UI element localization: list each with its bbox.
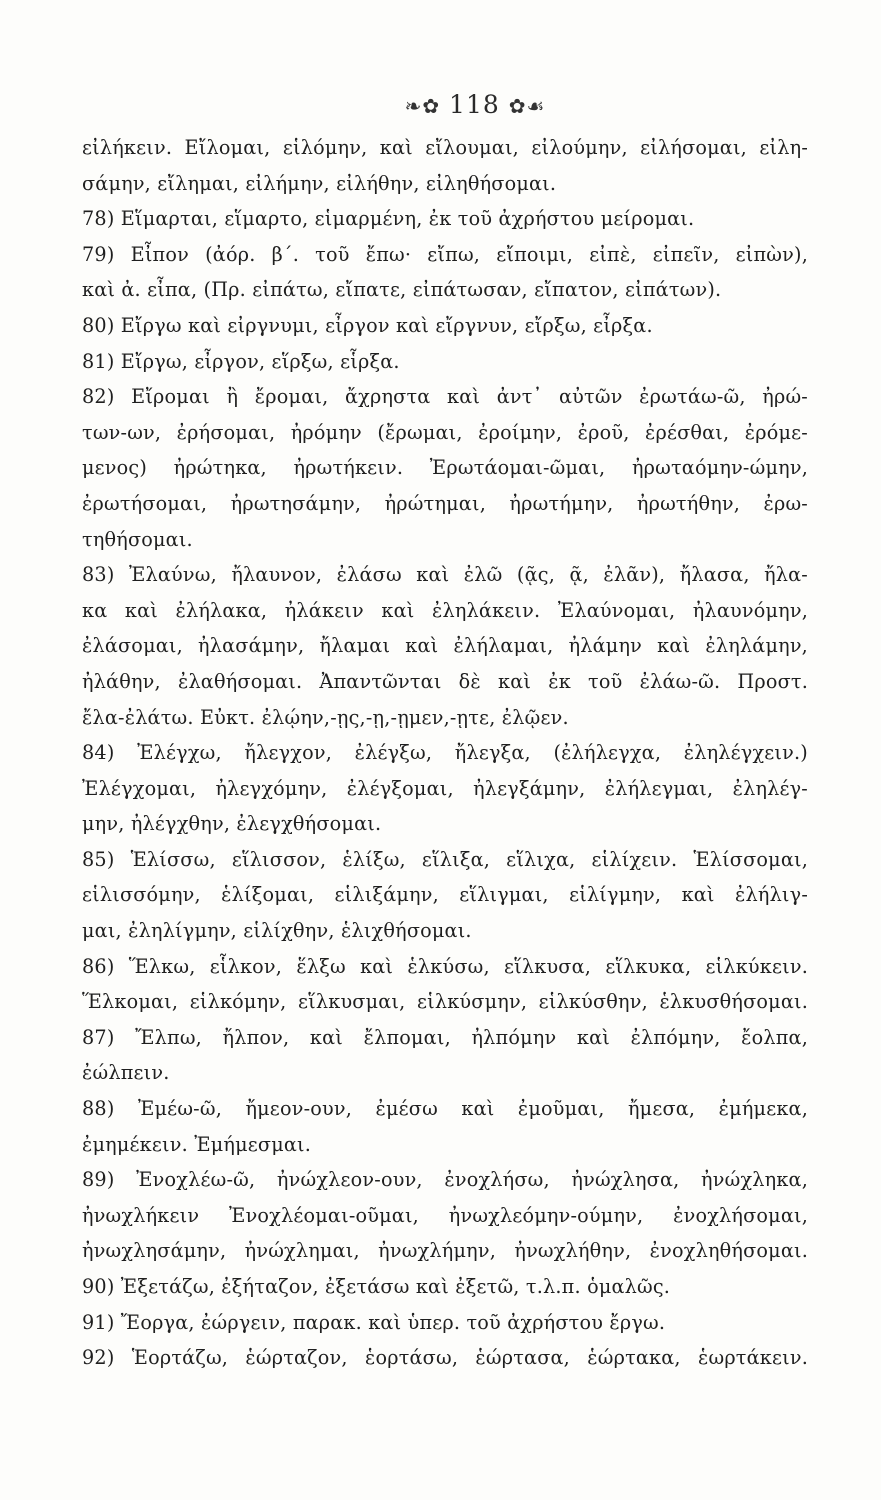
text-line: ἐλάσομαι, ἠλασάμην, ἤλαμαι καὶ ἐλήλαμαι, ἠλάμην καὶ ἐληλάμην, (82, 634, 808, 658)
text-line: ἔλα-ἐλάτω. Εὐκτ. ἐλῴην,-ῃς,-ῃ,-ῃμεν,-ῃτε, ἐλῷεν. (82, 705, 569, 729)
left-ornament-icon: ❧✿ (404, 94, 441, 118)
text-line: 91) Ἔοργα, ἐώργειν, παρακ. καὶ ὑπερ. τοῦ ἀχρήστου ἔργω. (82, 1310, 666, 1334)
text-line: 79) Εἶπον (ἀόρ. β΄. τοῦ ἔπω· εἴπω, εἴποιμι, εἰπὲ, εἰπεῖν, εἰπὼν), (82, 242, 808, 266)
text-line: 85) Ἑλίσσω, εἵλισσον, ἑλίξω, εἵλιξα, εἵλιχα, εἱλίχειν. Ἑλίσσομαι, (82, 847, 808, 871)
text-line: ἐρωτήσομαι, ἠρωτησάμην, ἠρώτημαι, ἠρωτήμην, ἠρωτήθην, ἐρω- (82, 491, 808, 515)
text-line: 89) Ἐνοχλέω-ῶ, ἠνώχλεον-ουν, ἐνοχλήσω, ἠνώχλησα, ἠνώχληκα, (82, 1168, 808, 1192)
text-line: 83) Ἐλαύνω, ἤλαυνον, ἐλάσω καὶ ἐλῶ (ᾷς, ᾷ, ἐλᾶν), ἤλασα, ἤλα- (82, 563, 808, 587)
body-text (82, 130, 808, 1376)
text-line: 82) Εἴρομαι ἢ ἔρομαι, ἄχρηστα καὶ ἀντ᾽ αὐτῶν ἐρωτάω-ῶ, ἠρώ- (82, 385, 808, 409)
text-line: 86) Ἕλκω, εἷλκον, ἕλξω καὶ ἑλκύσω, εἵλκυσα, εἵλκυκα, εἱλκύκειν. (82, 954, 808, 978)
text-line: κα καὶ ἐλήλακα, ἠλάκειν καὶ ἐληλάκειν. Ἐλαύνομαι, ἠλαυνόμην, (82, 598, 808, 622)
text-line: 90) Ἐξετάζω, ἐξήταζον, ἐξετάσω καὶ ἐξετῶ, τ.λ.π. ὁμαλῶς. (82, 1275, 671, 1298)
text-line: τηθήσομαι. (82, 527, 193, 551)
text-line: ἠνωχλησάμην, ἠνώχλημαι, ἠνωχλήμην, ἠνωχλήθην, ἐνοχληθήσομαι. (82, 1239, 808, 1263)
text-line: Ἕλκομαι, εἱλκόμην, εἵλκυσμαι, εἱλκύσμην, εἱλκύσθην, ἑλκυσθήσομαι. (82, 990, 808, 1014)
text-line: των-ων, ἐρήσομαι, ἠρόμην (ἔρωμαι, ἐροίμην, ἐροῦ, ἐρέσθαι, ἐρόμε- (82, 420, 808, 444)
text-line: καὶ ἀ. εἶπα, (Πρ. εἰπάτω, εἴπατε, εἰπάτωσαν, εἴπατον, εἰπάτων). (82, 278, 722, 302)
text-line: ἠνωχλήκειν Ἐνοχλέομαι-οῦμαι, ἠνωχλεόμην-ούμην, ἐνοχλήσομαι, (82, 1203, 808, 1227)
text-line: 88) Ἐμέω-ῶ, ἤμεον-ουν, ἐμέσω καὶ ἐμοῦμαι, ἤμεσα, ἐμήμεκα, (82, 1097, 808, 1121)
text-line: Ἐλέγχομαι, ἠλεγχόμην, ἐλέγξομαι, ἠλεγξάμην, ἐλήλεγμαι, ἐληλέγ- (82, 776, 808, 800)
text-line: μην, ἠλέγχθην, ἐλεγχθήσομαι. (82, 812, 382, 836)
text-line: εἱλισσόμην, ἑλίξομαι, εἱλιξάμην, εἵλιγμαι, εἱλίγμην, καὶ ἐλήλιγ- (82, 883, 808, 907)
page-number: 118 (449, 90, 500, 119)
text-line: ἠλάθην, ἐλαθήσομαι. Ἀπαντῶνται δὲ καὶ ἐκ τοῦ ἐλάω-ῶ. Προστ. (82, 669, 808, 693)
text-line: 81) Εἴργω, εἶργον, εἵρξω, εἷρξα. (82, 349, 400, 373)
text-line: 92) Ἑορτάζω, ἑώρταζον, ἑορτάσω, ἑώρτασα, ἑώρτακα, ἑωρτάκειν. (82, 1346, 808, 1370)
text-line: 84) Ἐλέγχω, ἤλεγχον, ἐλέγξω, ἤλεγξα, (ἐλήλεγχα, ἐληλέγχειν.) (82, 741, 808, 765)
text-line: 80) Εἴργω καὶ εἰργνυμι, εἶργον καὶ εἴργνυν, εἴρξω, εἶρξα. (82, 313, 653, 337)
text-line: 87) Ἔλπω, ἤλπον, καὶ ἔλπομαι, ἠλπόμην καὶ ἐλπόμην, ἔολπα, (82, 1025, 808, 1049)
text-line: μενος) ἠρώτηκα, ἠρωτήκειν. Ἐρωτάομαι-ῶμαι, ἠρωταόμην-ώμην, (82, 456, 808, 480)
book-page (82, 88, 808, 1376)
text-line: 78) Εἵμαρται, εἵμαρτο, εἱμαρμένη, ἐκ τοῦ ἀχρήστου μείρομαι. (82, 207, 695, 231)
text-line: ἐμημέκειν. Ἐμήμεσμαι. (82, 1132, 312, 1156)
text-line: σάμην, εἴλημαι, εἰλήμην, εἰλήθην, εἰληθήσομαι. (82, 171, 557, 195)
right-ornament-icon: ✿☙ (508, 94, 546, 118)
text-line: μαι, ἐληλίγμην, εἱλίχθην, ἑλιχθήσομαι. (82, 919, 472, 943)
text-line: ἐώλπειν. (82, 1061, 170, 1085)
page-header (142, 88, 808, 130)
text-line: εἰλήκειν. Εἴλομαι, εἱλόμην, καὶ εἴλουμαι, εἰλούμην, εἰλήσομαι, εἰλη- (82, 136, 808, 159)
